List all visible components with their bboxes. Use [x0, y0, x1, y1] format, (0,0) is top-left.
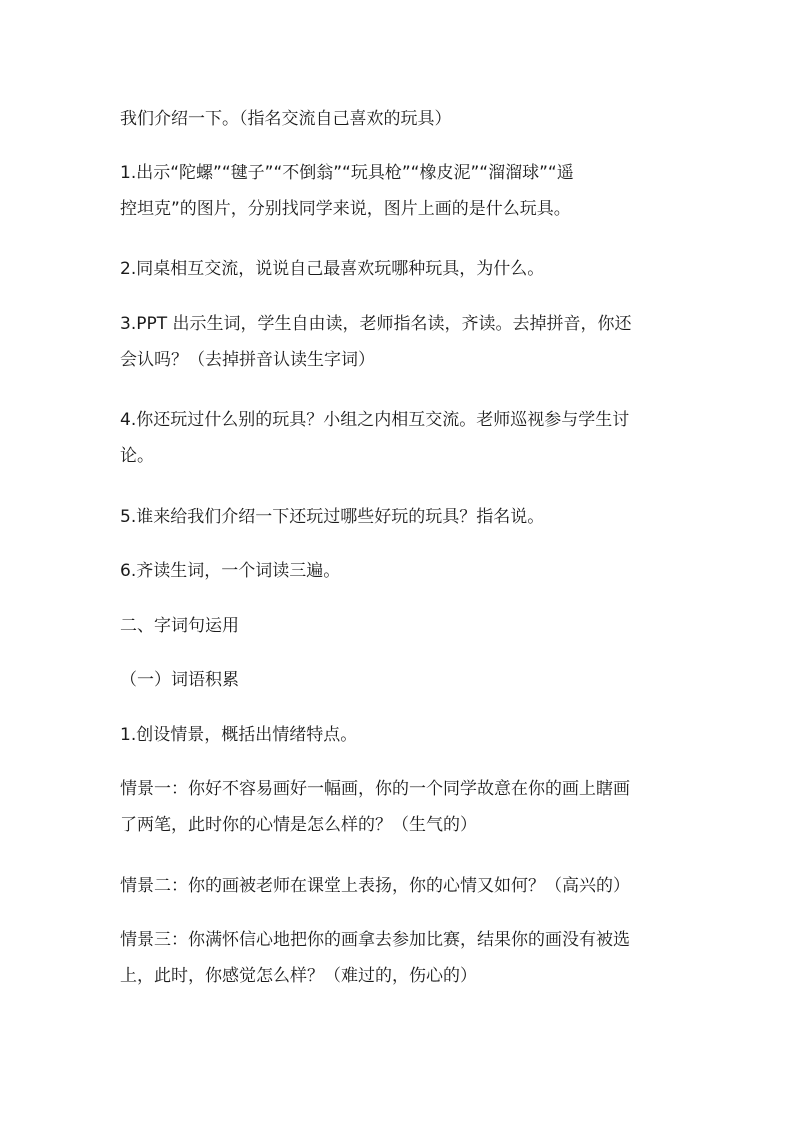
paragraph-item-4 — [120, 402, 680, 474]
text-line: 4.你还玩过什么别的玩具？小组之内相互交流。老师巡视参与学生讨 — [120, 410, 630, 430]
text-line: 情景二：你的画被老师在课堂上表扬，你的心情又如何？（高兴的） — [120, 876, 630, 896]
paragraph-scenario-2 — [120, 868, 680, 904]
section-heading — [120, 608, 680, 644]
paragraph-item-1 — [120, 155, 680, 227]
paragraph-item-3 — [120, 306, 680, 378]
paragraph-scenario-3 — [120, 922, 680, 994]
text-line: 情景一：你好不容易画好一幅画，你的一个同学故意在你的画上瞎画 — [120, 779, 630, 799]
paragraph-item-2 — [120, 251, 680, 287]
paragraph-scenario-intro — [120, 717, 680, 753]
paragraph-item-6 — [120, 553, 680, 589]
text-line: 3.PPT 出示生词，学生自由读，老师指名读，齐读。去掉拼音，你还 — [120, 314, 632, 334]
subsection-heading — [120, 662, 680, 698]
text-line: 上，此时，你感觉怎么样？（难过的，伤心的） — [120, 966, 477, 986]
text-line: 我们介绍一下。（指名交流自己喜欢的玩具） — [120, 109, 452, 129]
text-line: 二、字词句运用 — [120, 616, 239, 636]
text-line: （一）词语积累 — [120, 670, 239, 690]
text-line: 情景三：你满怀信心地把你的画拿去参加比赛，结果你的画没有被选 — [120, 930, 630, 950]
text-line: 控坦克”的图片，分别找同学来说，图片上画的是什么玩具。 — [120, 199, 571, 219]
text-line: 论。 — [120, 446, 154, 466]
paragraph-scenario-1 — [120, 771, 680, 843]
text-line: 1.出示“陀螺”“毽子”“不倒翁”“玩具枪”“橡皮泥”“溜溜球”“遥 — [120, 163, 574, 183]
text-line: 了两笔，此时你的心情是怎么样的？（生气的） — [120, 815, 477, 835]
text-line: 1.创设情景，概括出情绪特点。 — [120, 725, 358, 745]
text-line: 5.谁来给我们介绍一下还玩过哪些好玩的玩具？指名说。 — [120, 507, 545, 527]
text-line: 会认吗？（去掉拼音认读生字词） — [120, 350, 375, 370]
text-line: 6.齐读生词，一个词读三遍。 — [120, 561, 341, 581]
text-line: 2.同桌相互交流，说说自己最喜欢玩哪种玩具，为什么。 — [120, 259, 545, 279]
paragraph-intro — [120, 101, 680, 137]
paragraph-item-5 — [120, 499, 680, 535]
